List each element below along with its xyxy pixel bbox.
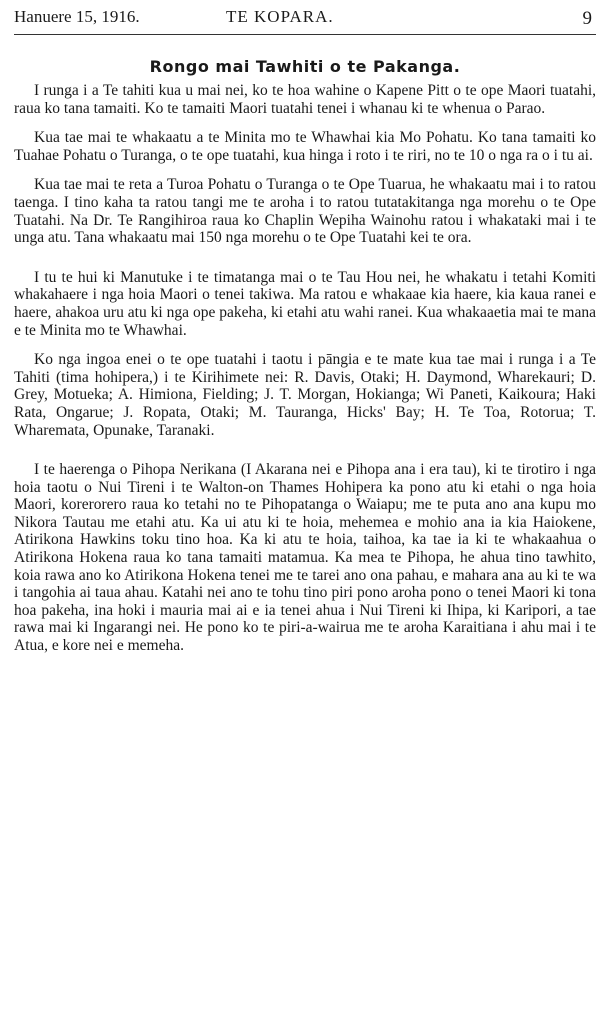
- paragraph: Ko nga ingoa enei o te ope tuatahi i taotu i pāngia e te mate kua tae mai i runga i a Te Tahiti (tima hohipera,) i te Kirihimete nei: R. Davis, Otaki; H. Daymond, Wharekauri; D. Grey, Motueka; A. Himiona, Fielding; J. T. Morgan, Hokianga; Wi Paneti, Kaikoura; Haki Rata, Ongarue; J. Ropata, Otaki; M. Tauranga, Hicks' Bay; H. Te Toa, Rotorua; T. Wharemata, Opunake, Taranaki.: [14, 351, 596, 439]
- page-number: 9: [582, 8, 592, 29]
- paragraph: Kua tae mai te reta a Turoa Pohatu o Turanga o te Ope Tuarua, he whakaatu mai i to ratou taenga. I tino kaha ta ratou tangi me te aroha i to ratou tutatakitanga nga morehu o te Ope Tuatahi. Na Dr. Te Rangihiroa raua ko Chaplin Wepiha Wainohu ratou i whakataki mai i te unga atu. Tana whakaatu mai 150 nga morehu o te Ope Tuatahi kei te ora.: [14, 176, 596, 247]
- paragraph: Kua tae mai te whakaatu a te Minita mo te Whawhai kia Mo Pohatu. Ko tana tamaiti ko Tuahae Pohatu o Turanga, o te ope tuatahi, kua hinga i roto i te riri, no te 10 o nga ra o i tu ai.: [14, 129, 596, 164]
- article-title: Rongo mai Tawhiti o te Pakanga.: [149, 57, 461, 76]
- paragraph: I runga i a Te tahiti kua u mai nei, ko te hoa wahine o Kapene Pitt o te ope Maori tuatahi, raua ko tana tamaiti. Ko te tamaiti Maori tuatahi tenei i whanau ki te whenua o Parao.: [14, 82, 596, 117]
- publication-title: TE KOPARA.: [226, 7, 334, 26]
- page-header: [14, 0, 596, 35]
- issue-date: Hanuere 15, 1916.: [14, 7, 140, 26]
- paragraph: I tu te hui ki Manutuke i te timatanga mai o te Tau Hou nei, he whakatu i tetahi Komiti whakahaere i nga hoia Maori o tenei takiwa. Ma ratou e whakaae kia haere, kia kaua ranei e haere, ahakoa uru atu ki nga ope pakeha, ki etahi atu wahi ranei. Kua whakaaetia mai te mana e te Minita mo te Whawhai.: [14, 268, 596, 339]
- article-body: [14, 82, 596, 655]
- paragraph: I te haerenga o Pihopa Nerikana (I Akarana nei e Pihopa ana i era tau), ki te tirotiro i nga hoia taotu o Nui Tireni i te Walton-on Thames Hohipera ka pono atu ki etahi o nga hoia Maori, korerorero raua ko tetahi no te Pihopatanga o Waiapu; me te puta ano ana kupu mo Nikora Tautau me etahi atu. Ka ui atu ki te hoia, mehemea e mohio ana ia kia Haiokene, Atirikona Hawkins toku tino hoa. Ka ki atu te hoia, taihoa, ka tae ia ki te whakaahua o Atirikona Hokena raua ko tana tamaiti matamua. Ka mea te Pihopa, he ahua tino tawhito, koia rawa ano ko Atirikona Hokena tenei me te tarei ano ona pahau, e mahara ana au ki te wa i tangohia ai taua ahau. Katahi nei ano te tohu tino piri pono aroha pono o tenei Maori ki tona hoa pakeha, ina hoki i mauria mai ai e ia tenei ahua i Nui Tireni ki Ihipa, ki Karipori, a tae rawa mai ki Ingarangi nei. He pono ko te piri-a-wairua me te aroha Karaitiana i ahu mai i te Atua, e kore nei e memeha.: [14, 461, 596, 655]
